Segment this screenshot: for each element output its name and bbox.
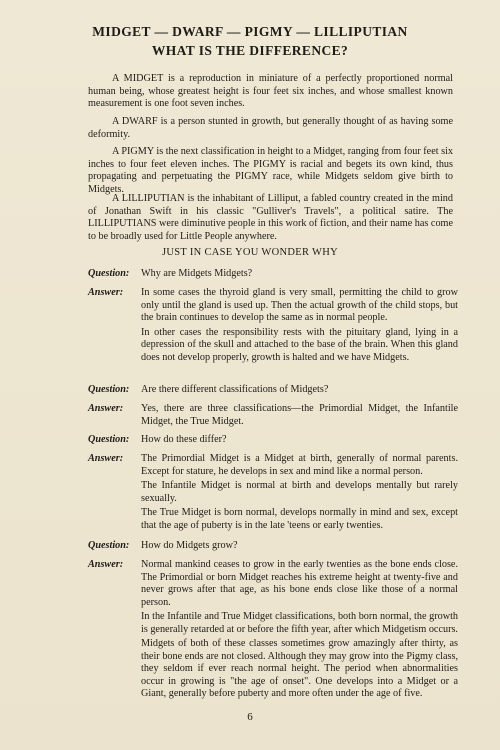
answer-paragraph: The Infantile Midget is normal at birth and develops mentally but rarely sexually. <box>141 480 458 504</box>
answer-paragraph: In some cases the thyroid gland is very small, permitting the child to grow only until the gland is used up. Then the actual growth of the child stops, but the brain continues to develop the same as in normal people. <box>141 287 458 323</box>
page-number: 6 <box>247 711 253 723</box>
answer-paragraph: Normal mankind ceases to grow in the early twenties as the bone ends close. The Primordial or born Midget reaches his extreme height at twenty-five and never grows after that age, as his bone ends close like those of a normal person. <box>141 559 458 608</box>
page-subtitle: WHAT IS THE DIFFERENCE? <box>151 43 349 58</box>
answer-3 <box>88 453 458 534</box>
answer-label: Answer: <box>88 559 124 570</box>
definition-pigmy <box>88 146 453 196</box>
answer-4 <box>88 559 458 703</box>
answer-paragraph: The True Midget is born normal, develops normally in mind and sex, except that the age of puberty is in the late 'teens or early twenties. <box>141 507 458 531</box>
question-label: Question: <box>88 384 130 395</box>
section-heading: JUST IN CASE YOU WONDER WHY <box>161 247 338 258</box>
question-label: Question: <box>88 268 130 279</box>
answer-paragraph: Yes, there are three classifications—the Primordial Midget, the Infantile Midget, the True Midget. <box>141 403 458 427</box>
answer-2 <box>88 403 458 430</box>
definition-pigmy-text: A PIGMY is the next classification in height to a Midget, ranging from four feet six inches to four feet eleven inches. The PIGMY is racial and begets its own kind, thus propagating and perpetuating the PIGMY race, while Midgets seldom give birth to Midgets. <box>88 146 453 195</box>
page-title: MIDGET — DWARF — PIGMY — LILLIPUTIAN <box>92 24 408 39</box>
question-4 <box>88 540 458 555</box>
question-label: Question: <box>88 434 130 445</box>
answer-paragraph: The Primordial Midget is a Midget at birth, generally of normal parents. Except for stature, he develops in sex and mind like a normal person. <box>141 453 458 477</box>
answer-paragraph: In the Infantile and True Midget classifications, both born normal, the growth is generally retarded at or before the fifth year, after which Midgetism occurs. <box>141 611 458 635</box>
answer-label: Answer: <box>88 287 124 298</box>
definition-midget <box>88 73 453 111</box>
question-3 <box>88 434 458 449</box>
definition-dwarf <box>88 116 453 141</box>
question-text: Are there different classifications of Midgets? <box>141 384 329 395</box>
question-text: Why are Midgets Midgets? <box>141 268 253 279</box>
question-text: How do Midgets grow? <box>141 540 238 551</box>
answer-paragraph: Midgets of both of these classes sometimes grow amazingly after thirty, as their bone ends are not closed. Although they may grow into the Pigmy class, they seldom if ever reach normal height. The period when abnormalities occur in growing is "the age of onset". One develops into a Midget or a Giant, generally before puberty and more often under the age of five. <box>141 638 458 699</box>
definition-midget-text: A MIDGET is a reproduction in miniature of a perfectly proportioned normal human being, whose greatest height is four feet six inches, and whose smallest known measurement is one foot seven inches. <box>88 73 453 110</box>
answer-1 <box>88 287 458 366</box>
question-2 <box>88 384 458 399</box>
definition-dwarf-text: A DWARF is a person stunted in growth, but generally thought of as having some deformity. <box>88 116 453 140</box>
question-text: How do these differ? <box>141 434 227 445</box>
answer-label: Answer: <box>88 403 124 414</box>
definition-lilliputian <box>88 193 453 243</box>
question-label: Question: <box>88 540 130 551</box>
definition-lilliputian-text: A LILLIPUTIAN is the inhabitant of Lilliput, a fabled country created in the mind of Jonathan Swift in his classic "Gulliver's Travels", a political satire. The LILLIPUTIANS were diminutive people in this work of fiction, and their name has come to be broadly used for Little People anywhere. <box>88 193 453 242</box>
answer-label: Answer: <box>88 453 124 464</box>
answer-paragraph: In other cases the responsibility rests with the pituitary gland, lying in a depression of the skull and attached to the base of the brain. When this gland does not develop properly, growth is halted and we have Midgets. <box>141 326 458 363</box>
question-1 <box>88 268 458 283</box>
